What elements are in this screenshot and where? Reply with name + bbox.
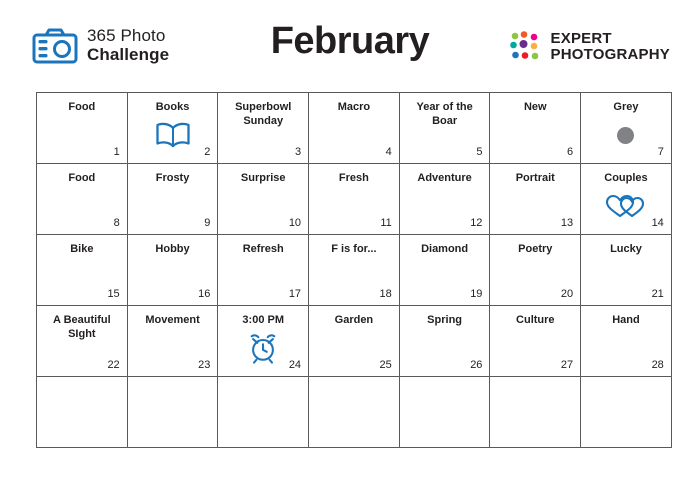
- cell-title: Books: [155, 101, 190, 113]
- calendar-cell-27[interactable]: [490, 306, 581, 377]
- cell-title: Superbowl Sunday: [235, 101, 292, 127]
- cell-title: New: [523, 101, 547, 113]
- calendar-cell-15[interactable]: [37, 235, 128, 306]
- calendar-cell-empty-7[interactable]: [581, 377, 672, 448]
- cell-title: Lucky: [610, 243, 642, 255]
- cell-title: Hobby: [155, 243, 190, 255]
- cell-date-number: 9: [204, 217, 211, 229]
- calendar-cell-11[interactable]: [309, 164, 400, 235]
- page-header: [0, 20, 700, 82]
- cell-title: Grey: [613, 101, 639, 113]
- cell-date-number: 12: [470, 217, 483, 229]
- calendar-grid: [36, 92, 672, 448]
- calendar-cell-6[interactable]: [490, 93, 581, 164]
- cell-date-number: 28: [651, 359, 664, 371]
- cell-date-number: 8: [113, 217, 120, 229]
- calendar-cell-18[interactable]: [309, 235, 400, 306]
- ep-line-2: PHOTOGRAPHY: [550, 46, 670, 63]
- cell-date-number: 7: [657, 146, 664, 158]
- calendar-cell-empty-2[interactable]: [127, 377, 218, 448]
- calendar-cell-19[interactable]: [399, 235, 490, 306]
- colored-dots-logo-icon: [509, 30, 543, 64]
- calendar-cell-23[interactable]: [127, 306, 218, 377]
- cell-date-number: 25: [379, 359, 392, 371]
- cell-title: Hand: [612, 314, 640, 326]
- calendar-cell-4[interactable]: [309, 93, 400, 164]
- calendar-cell-14[interactable]: [581, 164, 672, 235]
- cell-title: Surprise: [240, 172, 286, 184]
- cell-title: Portrait: [515, 172, 555, 184]
- calendar-cell-17[interactable]: [218, 235, 309, 306]
- cell-date-number: 18: [379, 288, 392, 300]
- cell-date-number: 26: [470, 359, 483, 371]
- calendar-cell-16[interactable]: [127, 235, 218, 306]
- calendar-cell-8[interactable]: [37, 164, 128, 235]
- cell-date-number: 13: [560, 217, 574, 229]
- cell-title: Couples: [604, 172, 648, 184]
- cell-date-number: 17: [288, 288, 302, 300]
- cell-title: Frosty: [155, 172, 190, 184]
- calendar-cell-empty-3[interactable]: [218, 377, 309, 448]
- cell-title: Garden: [334, 314, 374, 326]
- cell-date-number: 24: [288, 359, 302, 371]
- cell-title: Bike: [70, 243, 94, 255]
- page-title: February: [270, 20, 430, 62]
- cell-date-number: 19: [470, 288, 483, 300]
- calendar-cell-20[interactable]: [490, 235, 581, 306]
- cell-date-number: 11: [380, 217, 392, 229]
- calendar-cell-5[interactable]: [399, 93, 490, 164]
- ep-line-1: EXPERT: [550, 30, 612, 48]
- calendar-cell-26[interactable]: [399, 306, 490, 377]
- cell-date-number: 4: [385, 146, 392, 158]
- calendar-cell-empty-5[interactable]: [399, 377, 490, 448]
- calendar-week-row: [37, 306, 672, 377]
- cell-title: Adventure: [417, 172, 472, 184]
- cell-date-number: 23: [198, 359, 211, 371]
- cell-title: F is for...: [331, 243, 377, 255]
- expert-photography-text: [551, 31, 670, 63]
- cell-date-number: 21: [651, 288, 664, 300]
- cell-title: Spring: [427, 314, 463, 326]
- cell-title: Food: [68, 172, 96, 184]
- cell-date-number: 20: [560, 288, 574, 300]
- cell-date-number: 22: [107, 359, 120, 371]
- calendar-cell-22[interactable]: [37, 306, 128, 377]
- cell-title: Refresh: [242, 243, 284, 255]
- brand-expert-photography: [509, 30, 670, 64]
- calendar-cell-24[interactable]: [218, 306, 309, 377]
- cell-title: Culture: [516, 314, 555, 326]
- calendar-cell-empty-4[interactable]: [309, 377, 400, 448]
- calendar-week-row: [37, 377, 672, 448]
- cell-title: Year of the Boar: [416, 101, 473, 127]
- cell-date-number: 10: [288, 217, 302, 229]
- calendar-week-row: [37, 93, 672, 164]
- calendar-cell-2[interactable]: [127, 93, 218, 164]
- cell-date-number: 5: [476, 146, 483, 158]
- cell-title: Fresh: [338, 172, 369, 184]
- calendar-cell-7[interactable]: [581, 93, 672, 164]
- calendar-cell-25[interactable]: [309, 306, 400, 377]
- brand-line-1: 365 Photo: [87, 26, 166, 45]
- cell-date-number: 6: [567, 146, 574, 158]
- cell-date-number: 1: [113, 146, 120, 158]
- cell-date-number: 3: [294, 146, 302, 158]
- calendar-cell-28[interactable]: [581, 306, 672, 377]
- calendar-cell-21[interactable]: [581, 235, 672, 306]
- cell-title: Macro: [337, 101, 371, 113]
- calendar-week-row: [37, 164, 672, 235]
- cell-title: Movement: [145, 314, 200, 326]
- calendar-cell-empty-6[interactable]: [490, 377, 581, 448]
- calendar-cell-9[interactable]: [127, 164, 218, 235]
- cell-title: Diamond: [421, 243, 469, 255]
- cell-title: Poetry: [518, 243, 553, 255]
- cell-date-number: 15: [107, 288, 120, 300]
- brand-line-2: Challenge: [87, 45, 170, 65]
- calendar-cell-empty-1[interactable]: [37, 377, 128, 448]
- cell-title: 3:00 PM: [242, 314, 284, 326]
- calendar-cell-12[interactable]: [399, 164, 490, 235]
- cell-date-number: 27: [560, 359, 574, 371]
- cell-date-number: 14: [651, 217, 664, 229]
- calendar-cell-1[interactable]: [37, 93, 128, 164]
- cell-title: A Beautiful SIght: [53, 314, 111, 340]
- calendar-cell-10[interactable]: [218, 164, 309, 235]
- calendar-cell-3[interactable]: [218, 93, 309, 164]
- cell-title: Food: [68, 101, 96, 113]
- cell-date-number: 2: [204, 146, 211, 158]
- calendar-week-row: [37, 235, 672, 306]
- cell-date-number: 16: [198, 288, 211, 300]
- calendar-cell-13[interactable]: [490, 164, 581, 235]
